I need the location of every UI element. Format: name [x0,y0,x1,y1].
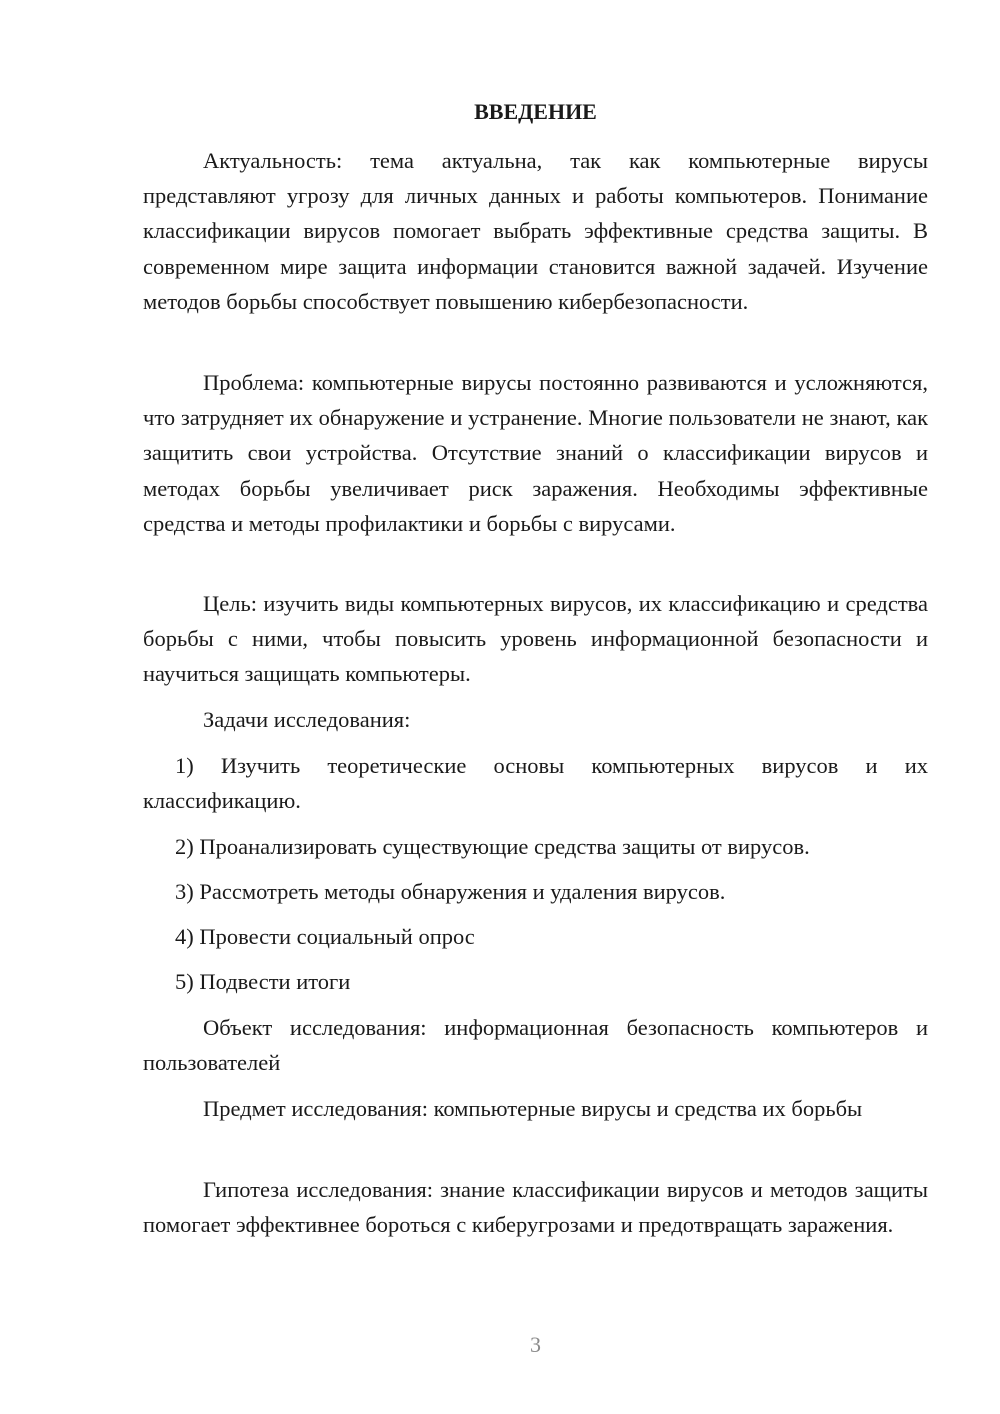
hypothesis-paragraph: Гипотеза исследования: знание классификации вирусов и методов защиты помогает эффективнее бороться с киберугрозами и предотвращать заражения. [143,1177,928,1238]
relevance-paragraph: Актуальность: тема актуальна, так как компьютерные вирусы представляют угрозу для личных данных и работы компьютеров. Понимание классификации вирусов помогает выбрать эффективные средства защиты. В современном мире защита информации становится важной задачей. Изучение методов борьбы способствует повышению кибербезопасности. [143,148,928,314]
list-item: 2) Проанализировать существующие средства защиты от вирусов. [175,834,810,859]
tasks-heading: Задачи исследования: [203,707,411,732]
list-item: 3) Рассмотреть методы обнаружения и удаления вирусов. [175,879,726,904]
page-title: ВВЕДЕНИЕ [474,99,597,124]
goal-paragraph: Цель: изучить виды компьютерных вирусов, их классификацию и средства борьбы с ними, чтобы повысить уровень информационной безопасности и научиться защищать компьютеры. [143,591,928,687]
problem-paragraph: Проблема: компьютерные вирусы постоянно развиваются и усложняются, что затрудняет их обнаружение и устранение. Многие пользователи не знают, как защитить свои устройства. Отсутствие знаний о классификации вирусов и методах борьбы увеличивает риск заражения. Необходимы эффективные средства и методы профилактики и борьбы с вирусами. [143,370,928,536]
object-paragraph: Объект исследования: информационная безопасность компьютеров и пользователей [143,1015,928,1076]
page-number: 3 [530,1332,541,1357]
list-item: 4) Провести социальный опрос [175,924,475,949]
list-item: 5) Подвести итоги [175,969,351,994]
list-item: 1) Изучить теоретические основы компьютерных вирусов и их классификацию. [143,753,928,814]
subject-paragraph: Предмет исследования: компьютерные вирусы и средства их борьбы [203,1096,863,1121]
